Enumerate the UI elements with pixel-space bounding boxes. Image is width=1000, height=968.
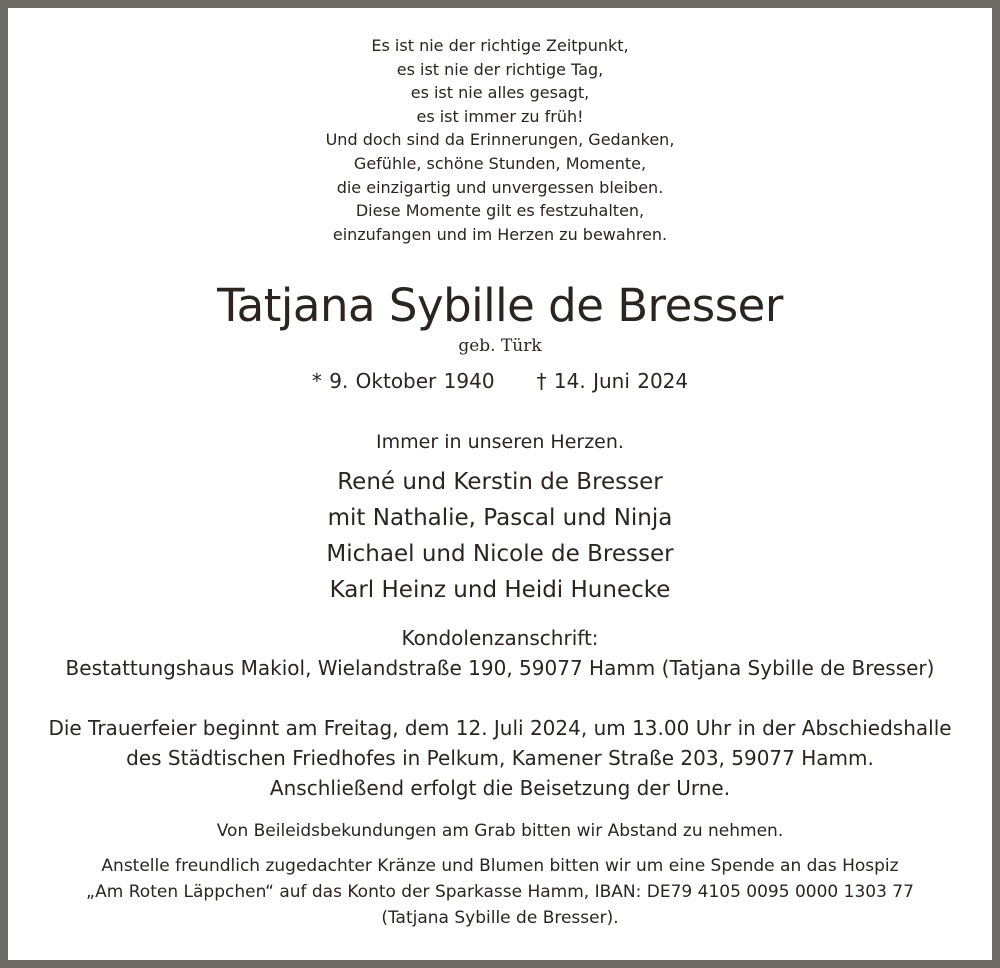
donation-line: (Tatjana Sybille de Bresser). bbox=[381, 908, 619, 928]
poem-line: Es ist nie der richtige Zeitpunkt, bbox=[371, 36, 629, 55]
poem-line: es ist nie alles gesagt, bbox=[410, 83, 590, 103]
family-line: Karl Heinz und Heidi Hunecke bbox=[329, 577, 671, 603]
family-line: René und Kerstin de Bresser bbox=[337, 469, 663, 495]
ceremony-line: Die Trauerfeier beginnt am Freitag, dem 12. Juli 2024, um 13.00 Uhr in der Abschiedshalle bbox=[48, 716, 952, 740]
family-line: mit Nathalie, Pascal und Ninja bbox=[327, 505, 673, 531]
donation-line: „Am Roten Läppchen“ auf das Konto der Sparkasse Hamm, IBAN: DE79 4105 0095 0000 1303 77 bbox=[86, 882, 914, 902]
poem-line: es ist nie der richtige Tag, bbox=[396, 59, 604, 79]
ceremony-line: des Städtischen Friedhofes in Pelkum, Kamener Straße 203, 59077 Hamm. bbox=[126, 746, 874, 770]
poem-line: es ist immer zu früh! bbox=[416, 106, 584, 126]
family-list bbox=[8, 464, 992, 608]
memory-line: Immer in unseren Herzen. bbox=[376, 431, 624, 453]
poem-line: Gefühle, schöne Stunden, Momente, bbox=[353, 153, 647, 173]
life-dates bbox=[8, 366, 992, 396]
poem-line: einzufangen und im Herzen zu bewahren. bbox=[332, 224, 668, 244]
condolence-address: Bestattungshaus Makiol, Wielandstraße 190, 59077 Hamm (Tatjana Sybille de Bresser) bbox=[65, 656, 935, 680]
condolence-label: Kondolenzanschrift: bbox=[401, 626, 599, 650]
poem-line: Und doch sind da Erinnerungen, Gedanken, bbox=[325, 130, 675, 150]
condolence-request: Von Beileidsbekundungen am Grab bitten wir Abstand zu nehmen. bbox=[216, 821, 784, 841]
poem bbox=[8, 34, 992, 246]
ceremony-info bbox=[8, 713, 992, 803]
family-line: Michael und Nicole de Bresser bbox=[326, 541, 674, 567]
poem-line: die einzigartig und unvergessen bleiben. bbox=[336, 177, 664, 197]
donation-line: Anstelle freundlich zugedachter Kränze und Blumen bitten wir um eine Spende an das Hospiz bbox=[101, 856, 899, 876]
death-date: † 14. Juni 2024 bbox=[536, 369, 689, 393]
deceased-name: Tatjana Sybille de Bresser bbox=[217, 279, 783, 332]
maiden-name: geb. Türk bbox=[458, 336, 542, 356]
poem-line: Diese Momente gilt es festzuhalten, bbox=[355, 201, 645, 221]
ceremony-line: Anschließend erfolgt die Beisetzung der Urne. bbox=[269, 776, 731, 800]
obituary-notice bbox=[8, 8, 992, 960]
donation-info bbox=[8, 853, 992, 931]
birth-date: * 9. Oktober 1940 bbox=[311, 369, 495, 393]
